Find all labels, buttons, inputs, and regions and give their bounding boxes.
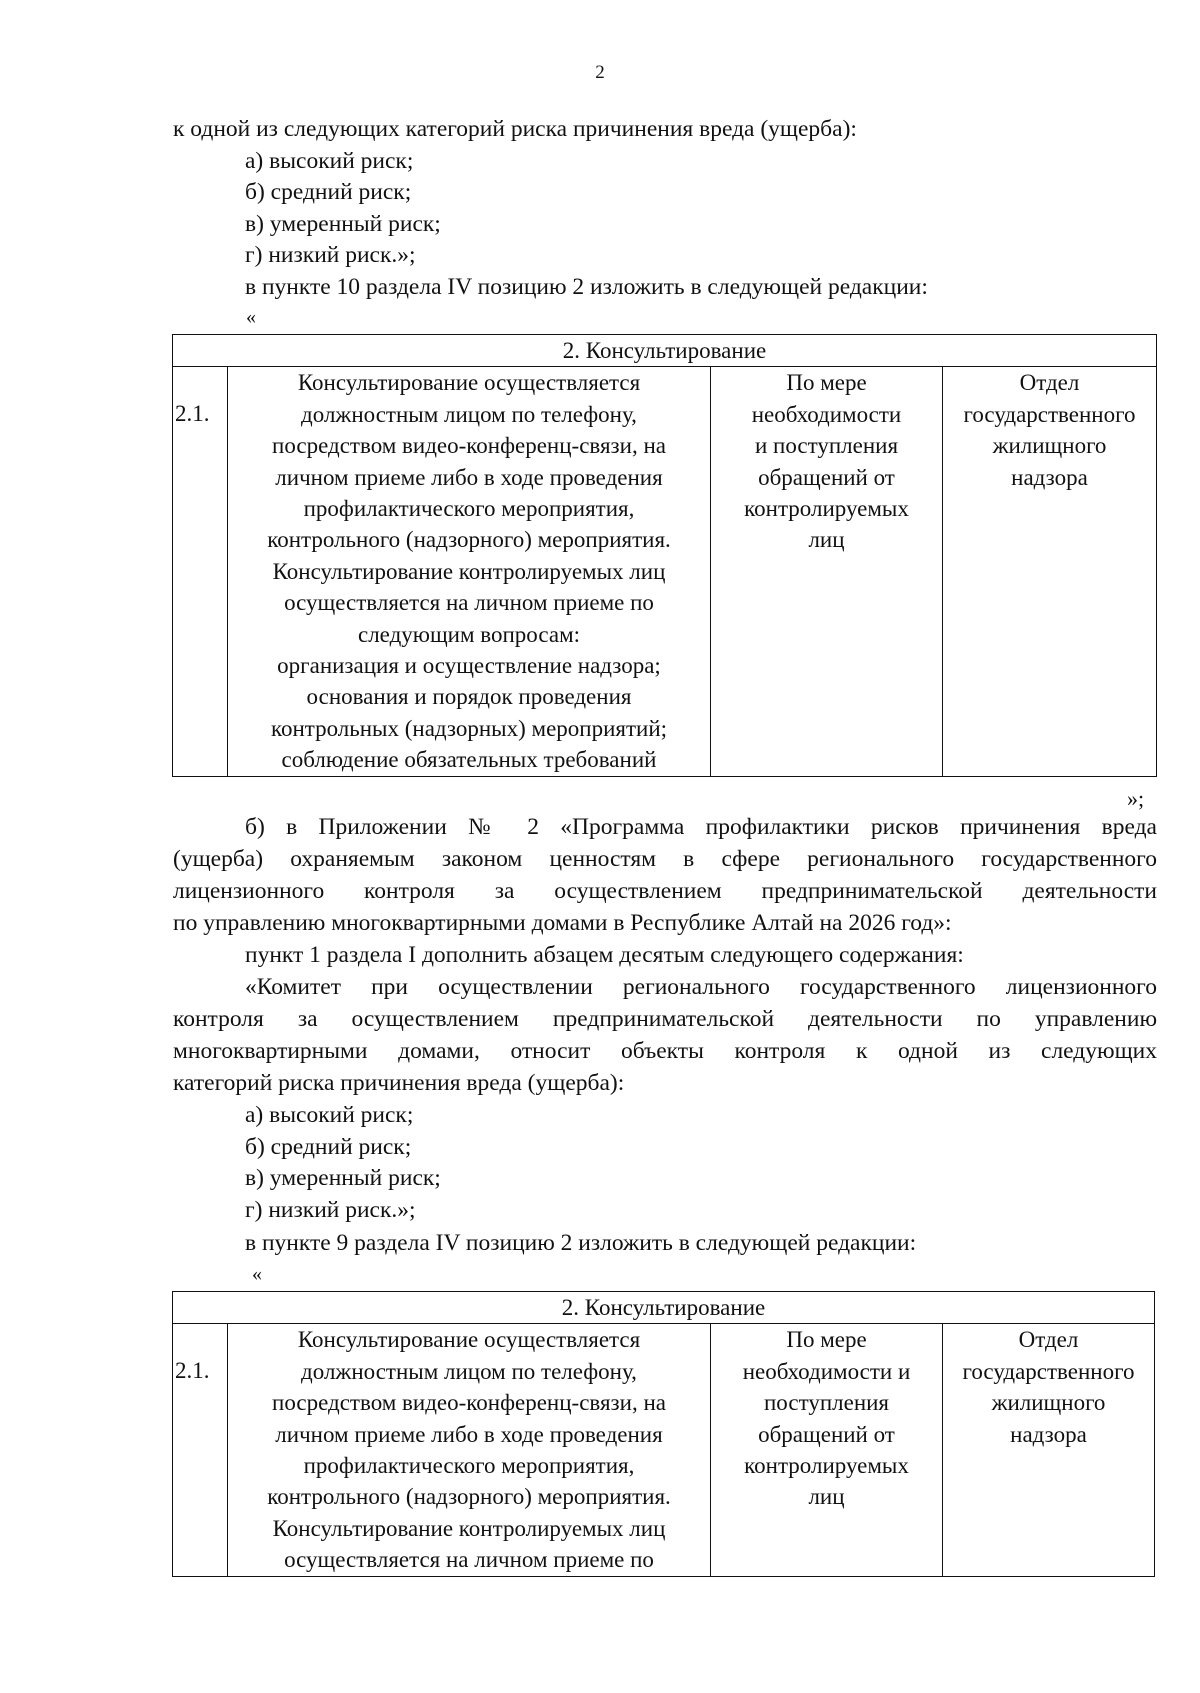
row-number-text: 2.1. bbox=[175, 401, 210, 427]
committee-line: многоквартирными домами, относит объекты контроля к одной из следующих bbox=[173, 1038, 1157, 1064]
risk-item-medium: б) средний риск; bbox=[245, 179, 412, 205]
description-line: Консультирование контролируемых лиц bbox=[272, 1515, 666, 1541]
responsible-line: Отдел bbox=[1018, 1327, 1079, 1353]
quote-open: « bbox=[252, 1263, 262, 1285]
table-section-title: 2. Консультирование bbox=[173, 1292, 1155, 1324]
description-line: осуществляется на личном приеме по bbox=[284, 1547, 654, 1573]
risk-item-medium: б) средний риск; bbox=[245, 1134, 412, 1160]
term-line: контролируемых bbox=[744, 496, 909, 522]
row-number bbox=[173, 367, 228, 776]
risk-item-high: а) высокий риск; bbox=[245, 148, 414, 174]
row-number bbox=[173, 1324, 228, 1576]
description-line: должностным лицом по телефону, bbox=[301, 1358, 637, 1384]
point9-instruction: в пункте 9 раздела IV позицию 2 изложить в следующей редакции: bbox=[245, 1230, 917, 1256]
responsible-cell bbox=[943, 367, 1157, 776]
description-line: профилактического мероприятия, bbox=[303, 496, 635, 522]
description-line: Консультирование контролируемых лиц bbox=[272, 558, 666, 584]
paragraph-b-line: по управлению многоквартирными домами в Республике Алтай на 2026 год»: bbox=[173, 910, 952, 936]
responsible-line: государственного bbox=[962, 1358, 1135, 1384]
table-row bbox=[173, 1324, 1155, 1576]
term-line: контролируемых bbox=[744, 1453, 909, 1479]
table-row bbox=[173, 367, 1157, 776]
risk-item-high: а) высокий риск; bbox=[245, 1102, 414, 1128]
term-line: обращений от bbox=[758, 464, 895, 490]
committee-line: «Комитет при осуществлении регионального государственного лицензионного bbox=[245, 974, 1157, 1000]
responsible-cell bbox=[943, 1324, 1155, 1576]
description-line: посредством видео-конференц-связи, на bbox=[272, 433, 666, 459]
description-line: личном приеме либо в ходе проведения bbox=[275, 464, 663, 490]
description-line: организация и осуществление надзора; bbox=[277, 653, 661, 679]
term-line: необходимости и bbox=[742, 1358, 911, 1384]
term-line: необходимости bbox=[751, 401, 902, 427]
description-line: контрольного (надзорного) мероприятия. bbox=[267, 1484, 671, 1510]
description-line: основания и порядок проведения bbox=[306, 684, 632, 710]
responsible-line: надзора bbox=[1011, 464, 1088, 490]
description-line: должностным лицом по телефону, bbox=[301, 401, 637, 427]
risk-item-moderate: в) умеренный риск; bbox=[245, 1165, 441, 1191]
description-line: Консультирование осуществляется bbox=[297, 1327, 641, 1353]
risk-item-low: г) низкий риск.»; bbox=[245, 1197, 416, 1223]
term-line: По мере bbox=[786, 370, 867, 396]
description-line: личном приеме либо в ходе проведения bbox=[275, 1421, 663, 1447]
committee-line: категорий риска причинения вреда (ущерба): bbox=[173, 1070, 625, 1096]
term-line: По мере bbox=[786, 1327, 867, 1353]
description-line: контрольного (надзорного) мероприятия. bbox=[267, 527, 671, 553]
description-line: следующим вопросам: bbox=[357, 621, 581, 647]
responsible-line: Отдел bbox=[1019, 370, 1080, 396]
point1-instruction: пункт 1 раздела I дополнить абзацем десятым следующего содержания: bbox=[245, 942, 964, 968]
consultation-table-1 bbox=[172, 334, 1157, 777]
risk-item-moderate: в) умеренный риск; bbox=[245, 211, 441, 237]
point10-instruction: в пункте 10 раздела IV позицию 2 изложить в следующей редакции: bbox=[245, 274, 928, 300]
term-line: лиц bbox=[808, 527, 845, 553]
quote-open: « bbox=[246, 306, 256, 328]
description-line: осуществляется на личном приеме по bbox=[284, 590, 654, 616]
description-line: профилактического мероприятия, bbox=[303, 1453, 635, 1479]
committee-line: контроля за осуществлением предпринимательской деятельности по управлению bbox=[173, 1006, 1157, 1032]
paragraph-b-line: лицензионного контроля за осуществлением предпринимательской деятельности bbox=[173, 878, 1157, 904]
risk-item-low: г) низкий риск.»; bbox=[245, 242, 416, 268]
description-line: Консультирование осуществляется bbox=[297, 370, 641, 396]
quote-close: »; bbox=[1127, 786, 1145, 811]
responsible-line: жилищного bbox=[991, 1390, 1106, 1416]
term-cell bbox=[711, 367, 943, 776]
description-cell bbox=[228, 1324, 711, 1576]
consultation-table-2 bbox=[172, 1291, 1155, 1577]
responsible-line: надзора bbox=[1010, 1421, 1087, 1447]
term-line: и поступления bbox=[754, 433, 899, 459]
paragraph-b-line: б) в Приложении № 2 «Программа профилактики рисков причинения вреда bbox=[245, 814, 1157, 840]
paragraph-b-line: (ущерба) охраняемым законом ценностям в сфере регионального государственного bbox=[173, 846, 1157, 872]
term-line: лиц bbox=[808, 1484, 845, 1510]
description-line: посредством видео-конференц-связи, на bbox=[272, 1390, 666, 1416]
page-number: 2 bbox=[595, 62, 605, 83]
term-line: поступления bbox=[763, 1390, 890, 1416]
table-section-title: 2. Консультирование bbox=[173, 335, 1157, 367]
responsible-line: жилищного bbox=[992, 433, 1107, 459]
term-line: обращений от bbox=[758, 1421, 895, 1447]
responsible-line: государственного bbox=[963, 401, 1136, 427]
description-cell bbox=[228, 367, 711, 776]
term-cell bbox=[711, 1324, 943, 1576]
description-line: соблюдение обязательных требований bbox=[281, 747, 657, 773]
row-number-text: 2.1. bbox=[175, 1358, 210, 1384]
description-line: контрольных (надзорных) мероприятий; bbox=[270, 715, 668, 741]
intro-line: к одной из следующих категорий риска причинения вреда (ущерба): bbox=[173, 116, 857, 142]
